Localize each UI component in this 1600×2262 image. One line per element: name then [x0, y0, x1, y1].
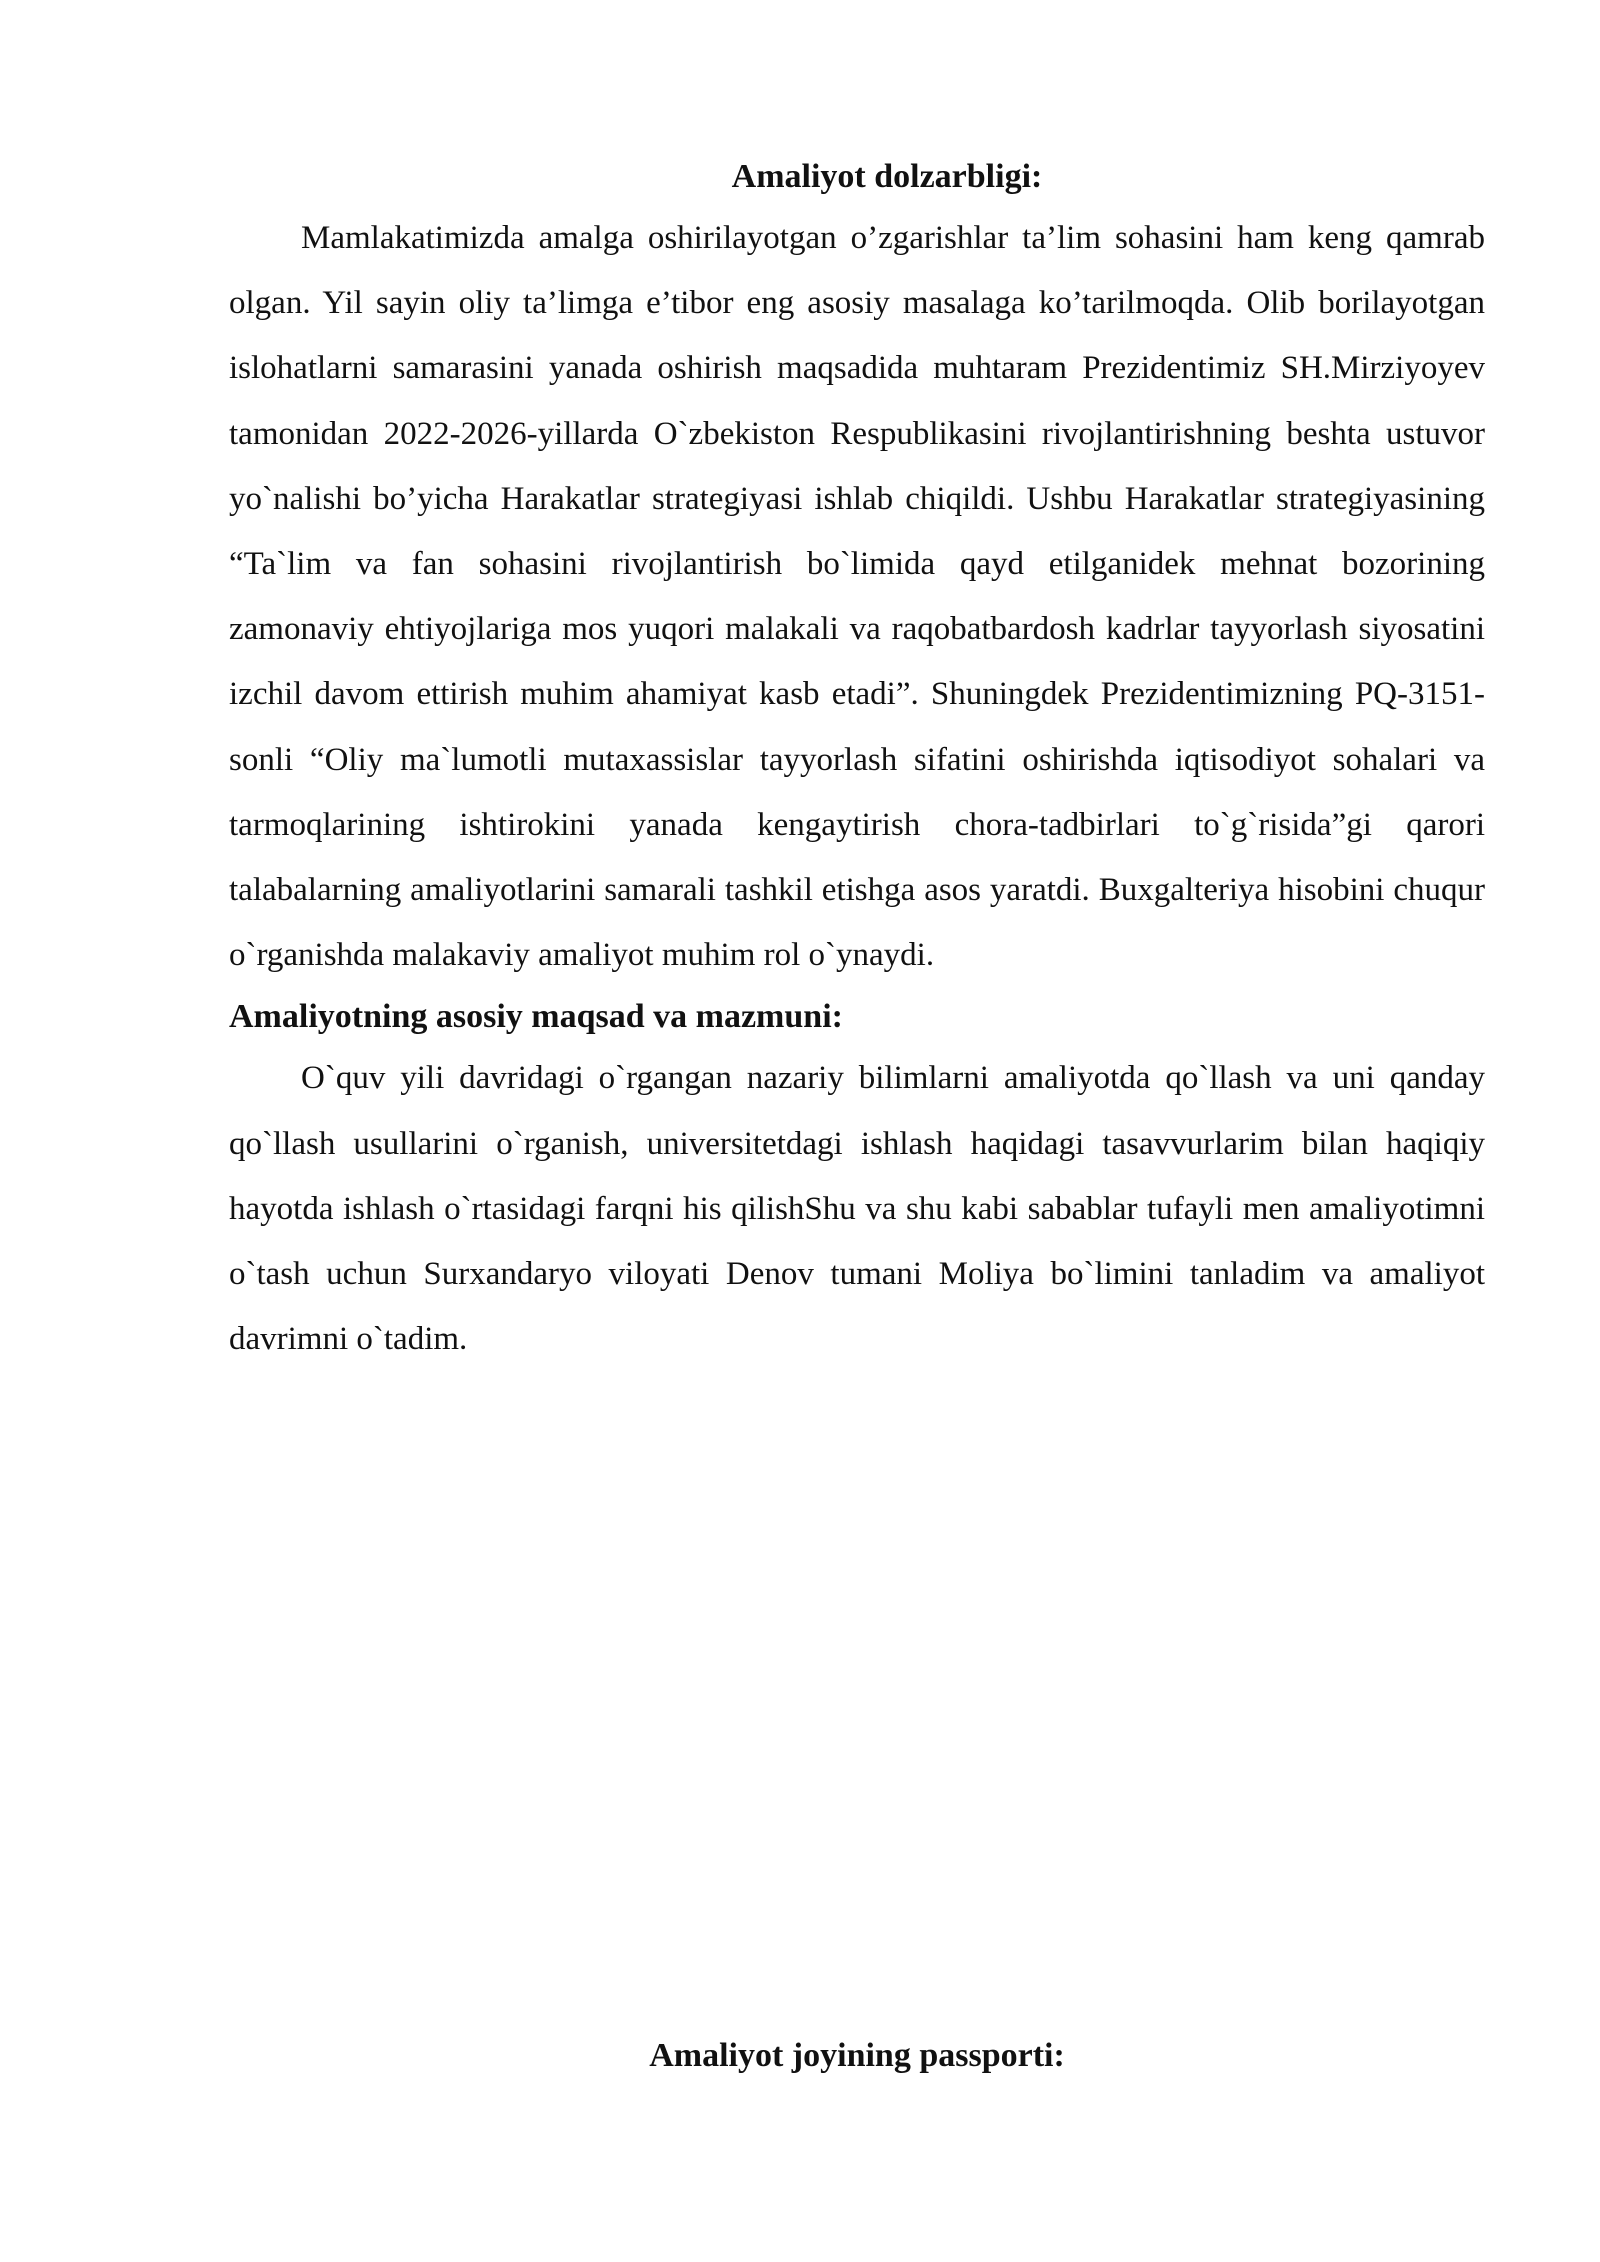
paragraph-goals: O`quv yili davridagi o`rgangan nazariy bilimlarni amaliyotda qo`llash va uni qanday qo`llash usullarini o`rganish, universitetdagi ishlash haqidagi tasavvurlarim bilan haqiqiy hayotda ishlash o`rtasidagi farqni his qilishShu va shu kabi sabablar tufayli men amaliyotimni o`tash uchun Surxandaryo viloyati Denov tumani Moliya bo`limini tanladim va amaliyot davrimni o`tadim.: [229, 1060, 1485, 1358]
paragraph-relevance: Mamlakatimizda amalga oshirilayotgan o’zgarishlar ta’lim sohasini ham keng qamrab olgan. Yil sayin oliy ta’limga e’tibor eng asosiy masalaga ko’tarilmoqda. Olib borilayotgan islohatlarni samarasini yanada oshirish maqsadida muhtaram Prezidentimiz SH.Mirziyoyev tamonidan 2022-2026-yillarda O`zbekiston Respublikasini rivojlantirishning beshta ustuvor yo`nalishi bo’yicha Harakatlar strategiyasi ishlab chiqildi. Ushbu Harakatlar strategiyasining “Ta`lim va fan sohasini rivojlantirish bo`limida qayd etilganidek mehnat bozorining zamonaviy ehtiyojlariga mos yuqori malakali va raqobatbardosh kadrlar tayyorlash siyosatini izchil davom ettirish muhim ahamiyat kasb etadi”. Shuningdek Prezidentimizning PQ-3151-sonli “Oliy ma`lumotli mutaxassislar tayyorlash sifatini oshirishda iqtisodiyot sohalari va tarmoqlarining ishtirokini yanada kengaytirish chora-tadbirlari to`g`risida”gi qarori talabalarning amaliyotlarini samarali tashkil etishga asos yaratdi. Buxgalteriya hisobini chuqur o`rganishda malakaviy amaliyot muhim rol o`ynaydi.: [229, 220, 1485, 974]
section-heading-goals: Amaliyotning asosiy maqsad va mazmuni:: [229, 998, 843, 1036]
section-heading-relevance: Amaliyot dolzarbligi:: [731, 158, 1043, 195]
section-heading-passport: Amaliyot joyining passporti:: [649, 2037, 1065, 2074]
document-content: [229, 148, 1485, 1372]
